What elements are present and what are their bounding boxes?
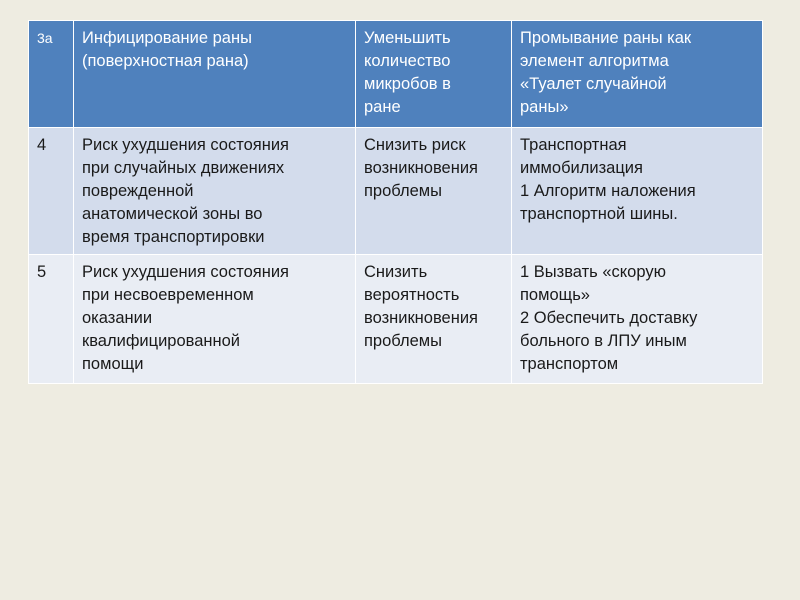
row-num-cell: 5 (29, 255, 74, 384)
header-goal-cell (356, 21, 512, 128)
header-goal-line: количество (364, 52, 451, 70)
goal-line: возникновения (364, 309, 478, 327)
action-line: больного в ЛПУ иным (520, 332, 687, 350)
goal-line: возникновения (364, 159, 478, 177)
table-header-row (29, 21, 763, 128)
problem-line: квалифицированной (82, 332, 241, 350)
row-goal-cell (356, 128, 512, 255)
header-num-cell: 3а (29, 21, 74, 128)
goal-line: проблемы (364, 182, 443, 200)
problem-line: Риск ухудшения состояния (82, 263, 289, 281)
row-action-cell (512, 128, 763, 255)
problem-line: при случайных движениях (82, 159, 285, 177)
goal-line: Снизить (364, 263, 428, 281)
goal-line: Снизить риск (364, 136, 466, 154)
row-action-cell (512, 255, 763, 384)
problem-line: оказании (82, 309, 153, 327)
goal-line: проблемы (364, 332, 443, 350)
action-line: иммобилизация (520, 159, 643, 177)
row-problem-cell (74, 128, 356, 255)
problem-line: время транспортировки (82, 228, 265, 246)
goal-line: вероятность (364, 286, 460, 304)
header-action-line: элемент алгоритма (520, 52, 669, 70)
care-plan-table (28, 20, 763, 384)
header-action-cell (512, 21, 763, 128)
action-line: Транспортная (520, 136, 627, 154)
problem-line: Риск ухудшения состояния (82, 136, 289, 154)
table-row (29, 255, 763, 384)
problem-line: анатомической зоны во (82, 205, 263, 223)
table-row (29, 128, 763, 255)
problem-line: поврежденной (82, 182, 194, 200)
action-line: транспортом (520, 355, 619, 373)
action-line: транспортной шины. (520, 205, 678, 223)
action-line: 2 Обеспечить доставку (520, 309, 698, 327)
header-problem-cell (74, 21, 356, 128)
problem-line: при несвоевременном (82, 286, 254, 304)
action-line: 1 Вызвать «скорую (520, 263, 666, 281)
row-problem-cell (74, 255, 356, 384)
row-goal-cell (356, 255, 512, 384)
header-goal-line: ране (364, 98, 401, 116)
header-problem-line: (поверхностная рана) (82, 52, 249, 70)
header-action-line: раны» (520, 98, 569, 116)
header-goal-line: Уменьшить (364, 29, 451, 47)
header-problem-line: Инфицирование раны (82, 29, 252, 47)
action-line: помощь» (520, 286, 590, 304)
problem-line: помощи (82, 355, 144, 373)
header-action-line: Промывание раны как (520, 29, 692, 47)
row-num-cell: 4 (29, 128, 74, 255)
header-action-line: «Туалет случайной (520, 75, 667, 93)
header-goal-line: микробов в (364, 75, 451, 93)
action-line: 1 Алгоритм наложения (520, 182, 696, 200)
